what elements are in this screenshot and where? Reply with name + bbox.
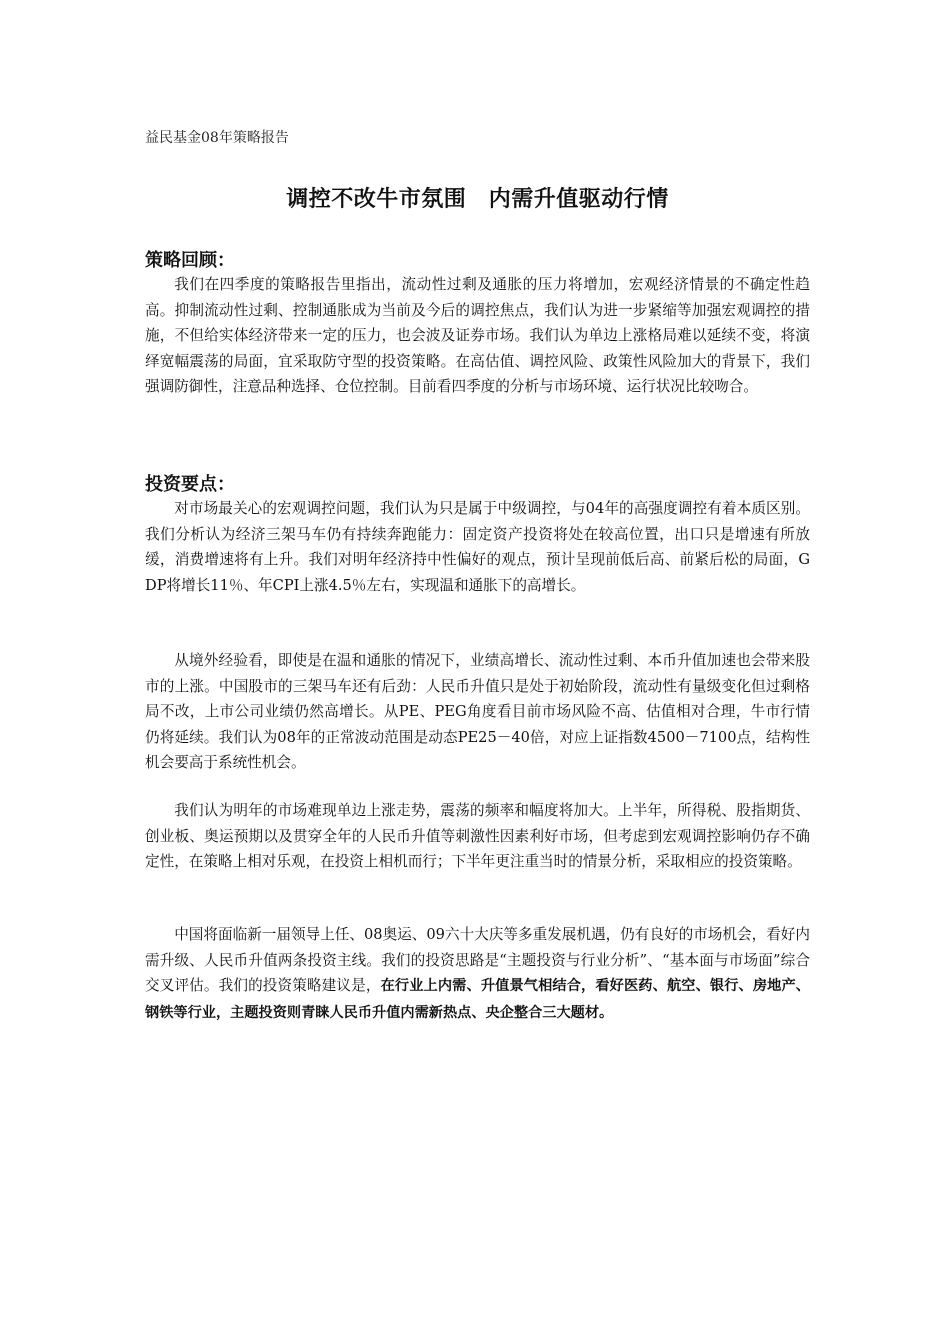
report-header: 益民基金08年策略报告: [145, 130, 289, 146]
investment-paragraph-3: 我们认为明年的市场难现单边上涨走势，震荡的频率和幅度将加大。上半年，所得税、股指期货、创业板、奥运预期以及贯穿全年的人民币升值等刺激性因素利好市场，但考虑到宏观调控影响仍存不确定性，在策略上相对乐观，在投资上相机而行；下半年更注重当时的情景分析，采取相应的投资策略。: [145, 802, 810, 870]
investment-paragraph-4: [145, 922, 810, 1026]
investment-strategy-highlight: 在行业上内需、升值景气相结合，看好医药、航空、银行、房地产、钢铁等行业，主题投资则青睐人民币升值内需新热点、央企整合三大题材。: [145, 978, 810, 1021]
investment-paragraph-4-text: 中国将面临新一届领导上任、08奥运、09六十大庆等多重发展机遇，仍有良好的市场机会，看好内需升级、人民币升值两条投资主线。我们的投资思路是“主题投资与行业分析”、“基本面与市场面”综合交叉评估。我们的投资策略建议是，: [145, 926, 810, 994]
section-heading-investment-points: 投资要点：: [145, 474, 235, 495]
investment-paragraph-2: 从境外经验看，即使是在温和通胀的情况下，业绩高增长、流动性过剩、本币升值加速也会带来股市的上涨。中国股市的三架马车还有后劲：人民币升值只是处于初始阶段，流动性有量级变化但过剩格局不改，上市公司业绩仍然高增长。从PE、PEG角度看目前市场风险不高、估值相对合理，牛市行情仍将延续。我们认为08年的正常波动范围是动态PE25－40倍，对应上证指数4500－7100点，结构性机会要高于系统性机会。: [145, 652, 810, 771]
review-paragraph: 我们在四季度的策略报告里指出，流动性过剩及通胀的压力将增加，宏观经济情景的不确定性趋高。抑制流动性过剩、控制通胀成为当前及今后的调控焦点，我们认为进一步紧缩等加强宏观调控的措施，不但给实体经济带来一定的压力，也会波及证券市场。我们认为单边上涨格局难以延续不变，将演绎宽幅震荡的局面，宜采取防守型的投资策略。在高估值、调控风险、政策性风险加大的背景下，我们强调防御性，注意品种选择、仓位控制。目前看四季度的分析与市场环境、运行状况比较吻合。: [145, 276, 810, 395]
section-heading-review: 策略回顾：: [145, 250, 235, 271]
document-title: 调控不改牛市氛围 内需升值驱动行情: [286, 187, 669, 212]
investment-paragraph-1: 对市场最关心的宏观调控问题，我们认为只是属于中级调控，与04年的高强度调控有着本质区别。我们分析认为经济三架马车仍有持续奔跑能力：固定资产投资将处在较高位置，出口只是增速有所放缓，消费增速将有上升。我们对明年经济持中性偏好的观点，预计呈现前低后高、前紧后松的局面，GDP将增长11％、年CPI上涨4.5％左右，实现温和通胀下的高增长。: [145, 500, 810, 594]
